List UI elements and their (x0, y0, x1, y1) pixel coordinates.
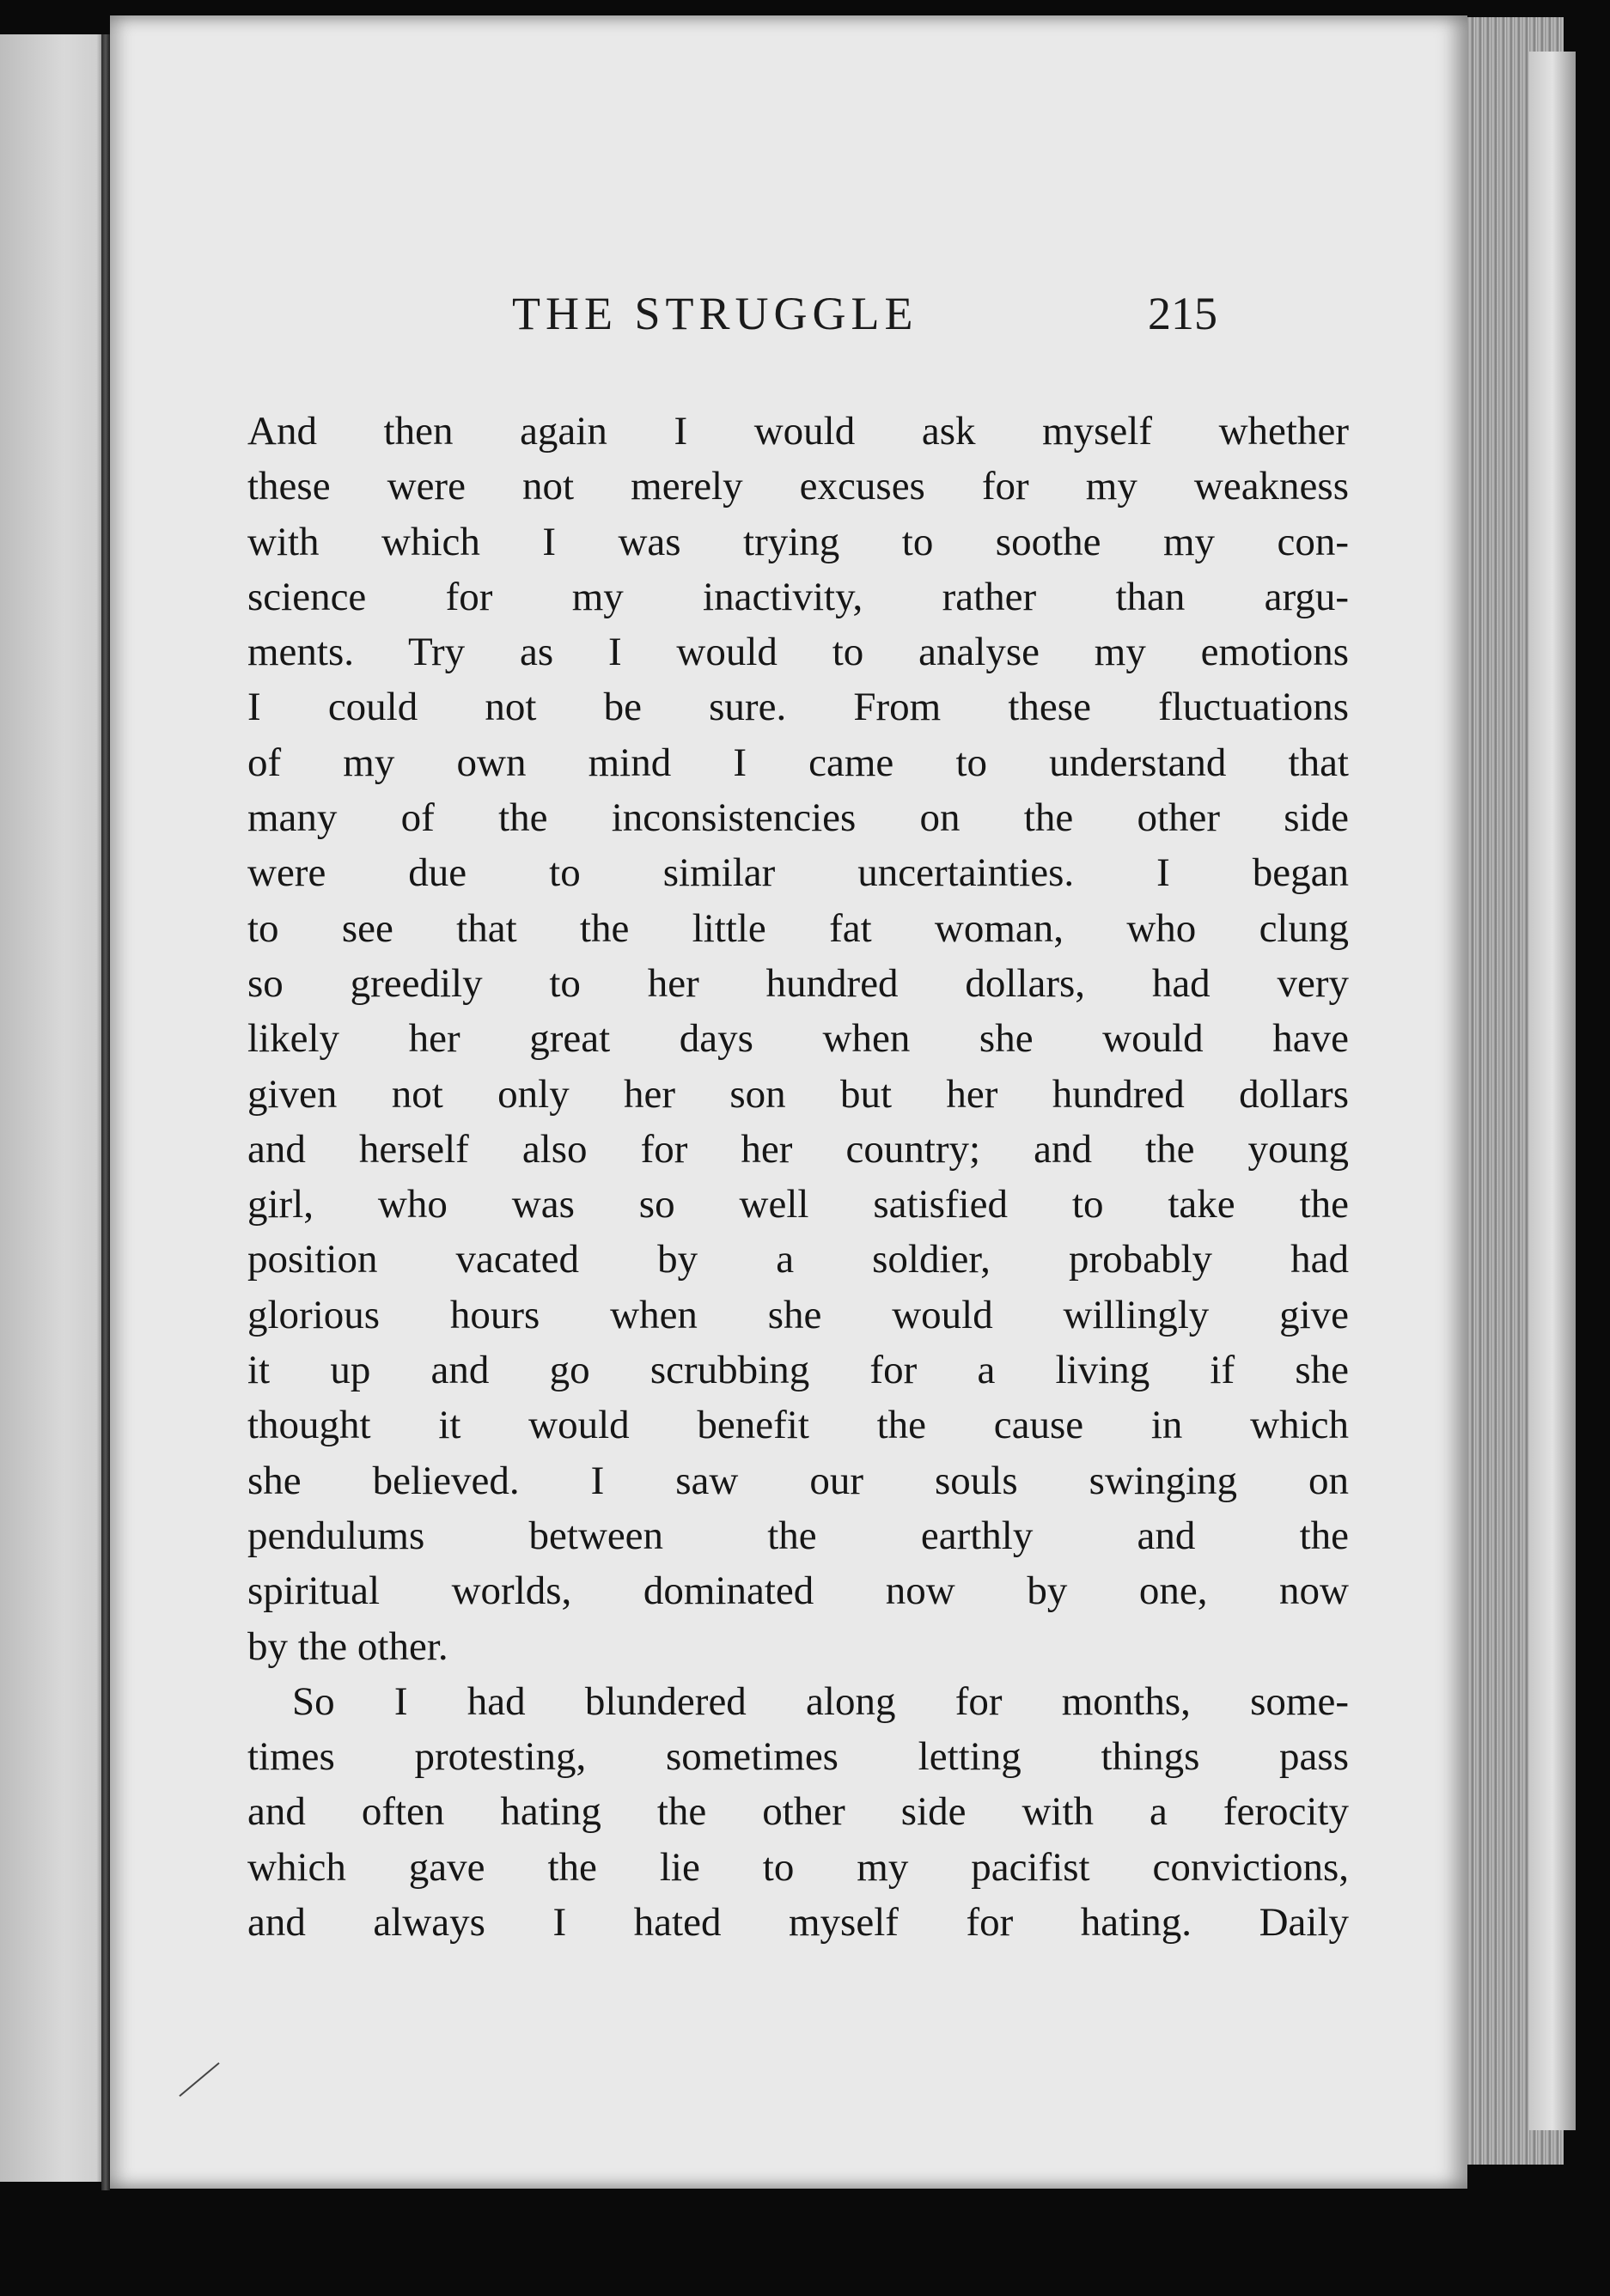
text-line: so greedily to her hundred dollars, had very (247, 960, 1349, 1006)
text-line: many of the inconsistencies on the other side (247, 795, 1349, 841)
text-line: So I had blundered along for months, some- (292, 1678, 1349, 1724)
text-line: and herself also for her country; and the young (247, 1126, 1349, 1172)
text-line: spiritual worlds, dominated now by one, now (247, 1568, 1349, 1614)
book-page (110, 15, 1467, 2189)
text-line: which gave the lie to my pacifist convictions, (247, 1844, 1349, 1890)
text-line: position vacated by a soldier, probably had (247, 1237, 1349, 1282)
text-line: and always I hated myself for hating. Daily (247, 1900, 1349, 1946)
text-line: to see that the little fat woman, who clung (247, 905, 1349, 951)
gutter-line (101, 34, 110, 2190)
text-line: pendulums between the earthly and the (247, 1513, 1349, 1558)
text-line: And then again I would ask myself whether (247, 409, 1349, 454)
text-line: she believed. I saw our souls swinging on (247, 1458, 1349, 1503)
text-line: by the other. (247, 1623, 448, 1669)
text-line: science for my inactivity, rather than argu- (247, 574, 1349, 619)
text-line: and often hating the other side with a ferocity (247, 1789, 1349, 1835)
text-line: it up and go scrubbing for a living if she (247, 1348, 1349, 1393)
running-head-title: THE STRUGGLE (512, 288, 918, 339)
facing-page-edge (0, 34, 107, 2182)
text-line: glorious hours when she would willingly give (247, 1292, 1349, 1337)
body-text (247, 404, 1349, 1950)
text-line: these were not merely excuses for my weakness (247, 464, 1349, 509)
text-line: thought it would benefit the cause in which (247, 1403, 1349, 1448)
running-head (110, 287, 1467, 347)
text-line: with which I was trying to soothe my con- (247, 519, 1349, 564)
text-line: I could not be sure. From these fluctuations (247, 685, 1349, 730)
text-line: ments. Try as I would to analyse my emotions (247, 630, 1349, 675)
text-line: girl, who was so well satisfied to take the (247, 1182, 1349, 1227)
text-line: times protesting, sometimes letting things pass (247, 1734, 1349, 1780)
text-line: of my own mind I came to understand that (247, 740, 1349, 785)
page-number: 215 (1148, 288, 1217, 339)
page-edge-outer (1529, 52, 1576, 2130)
text-line: likely her great days when she would have (247, 1016, 1349, 1062)
text-line: were due to similar uncertainties. I began (247, 850, 1349, 896)
text-line: given not only her son but her hundred dollars (247, 1071, 1349, 1117)
